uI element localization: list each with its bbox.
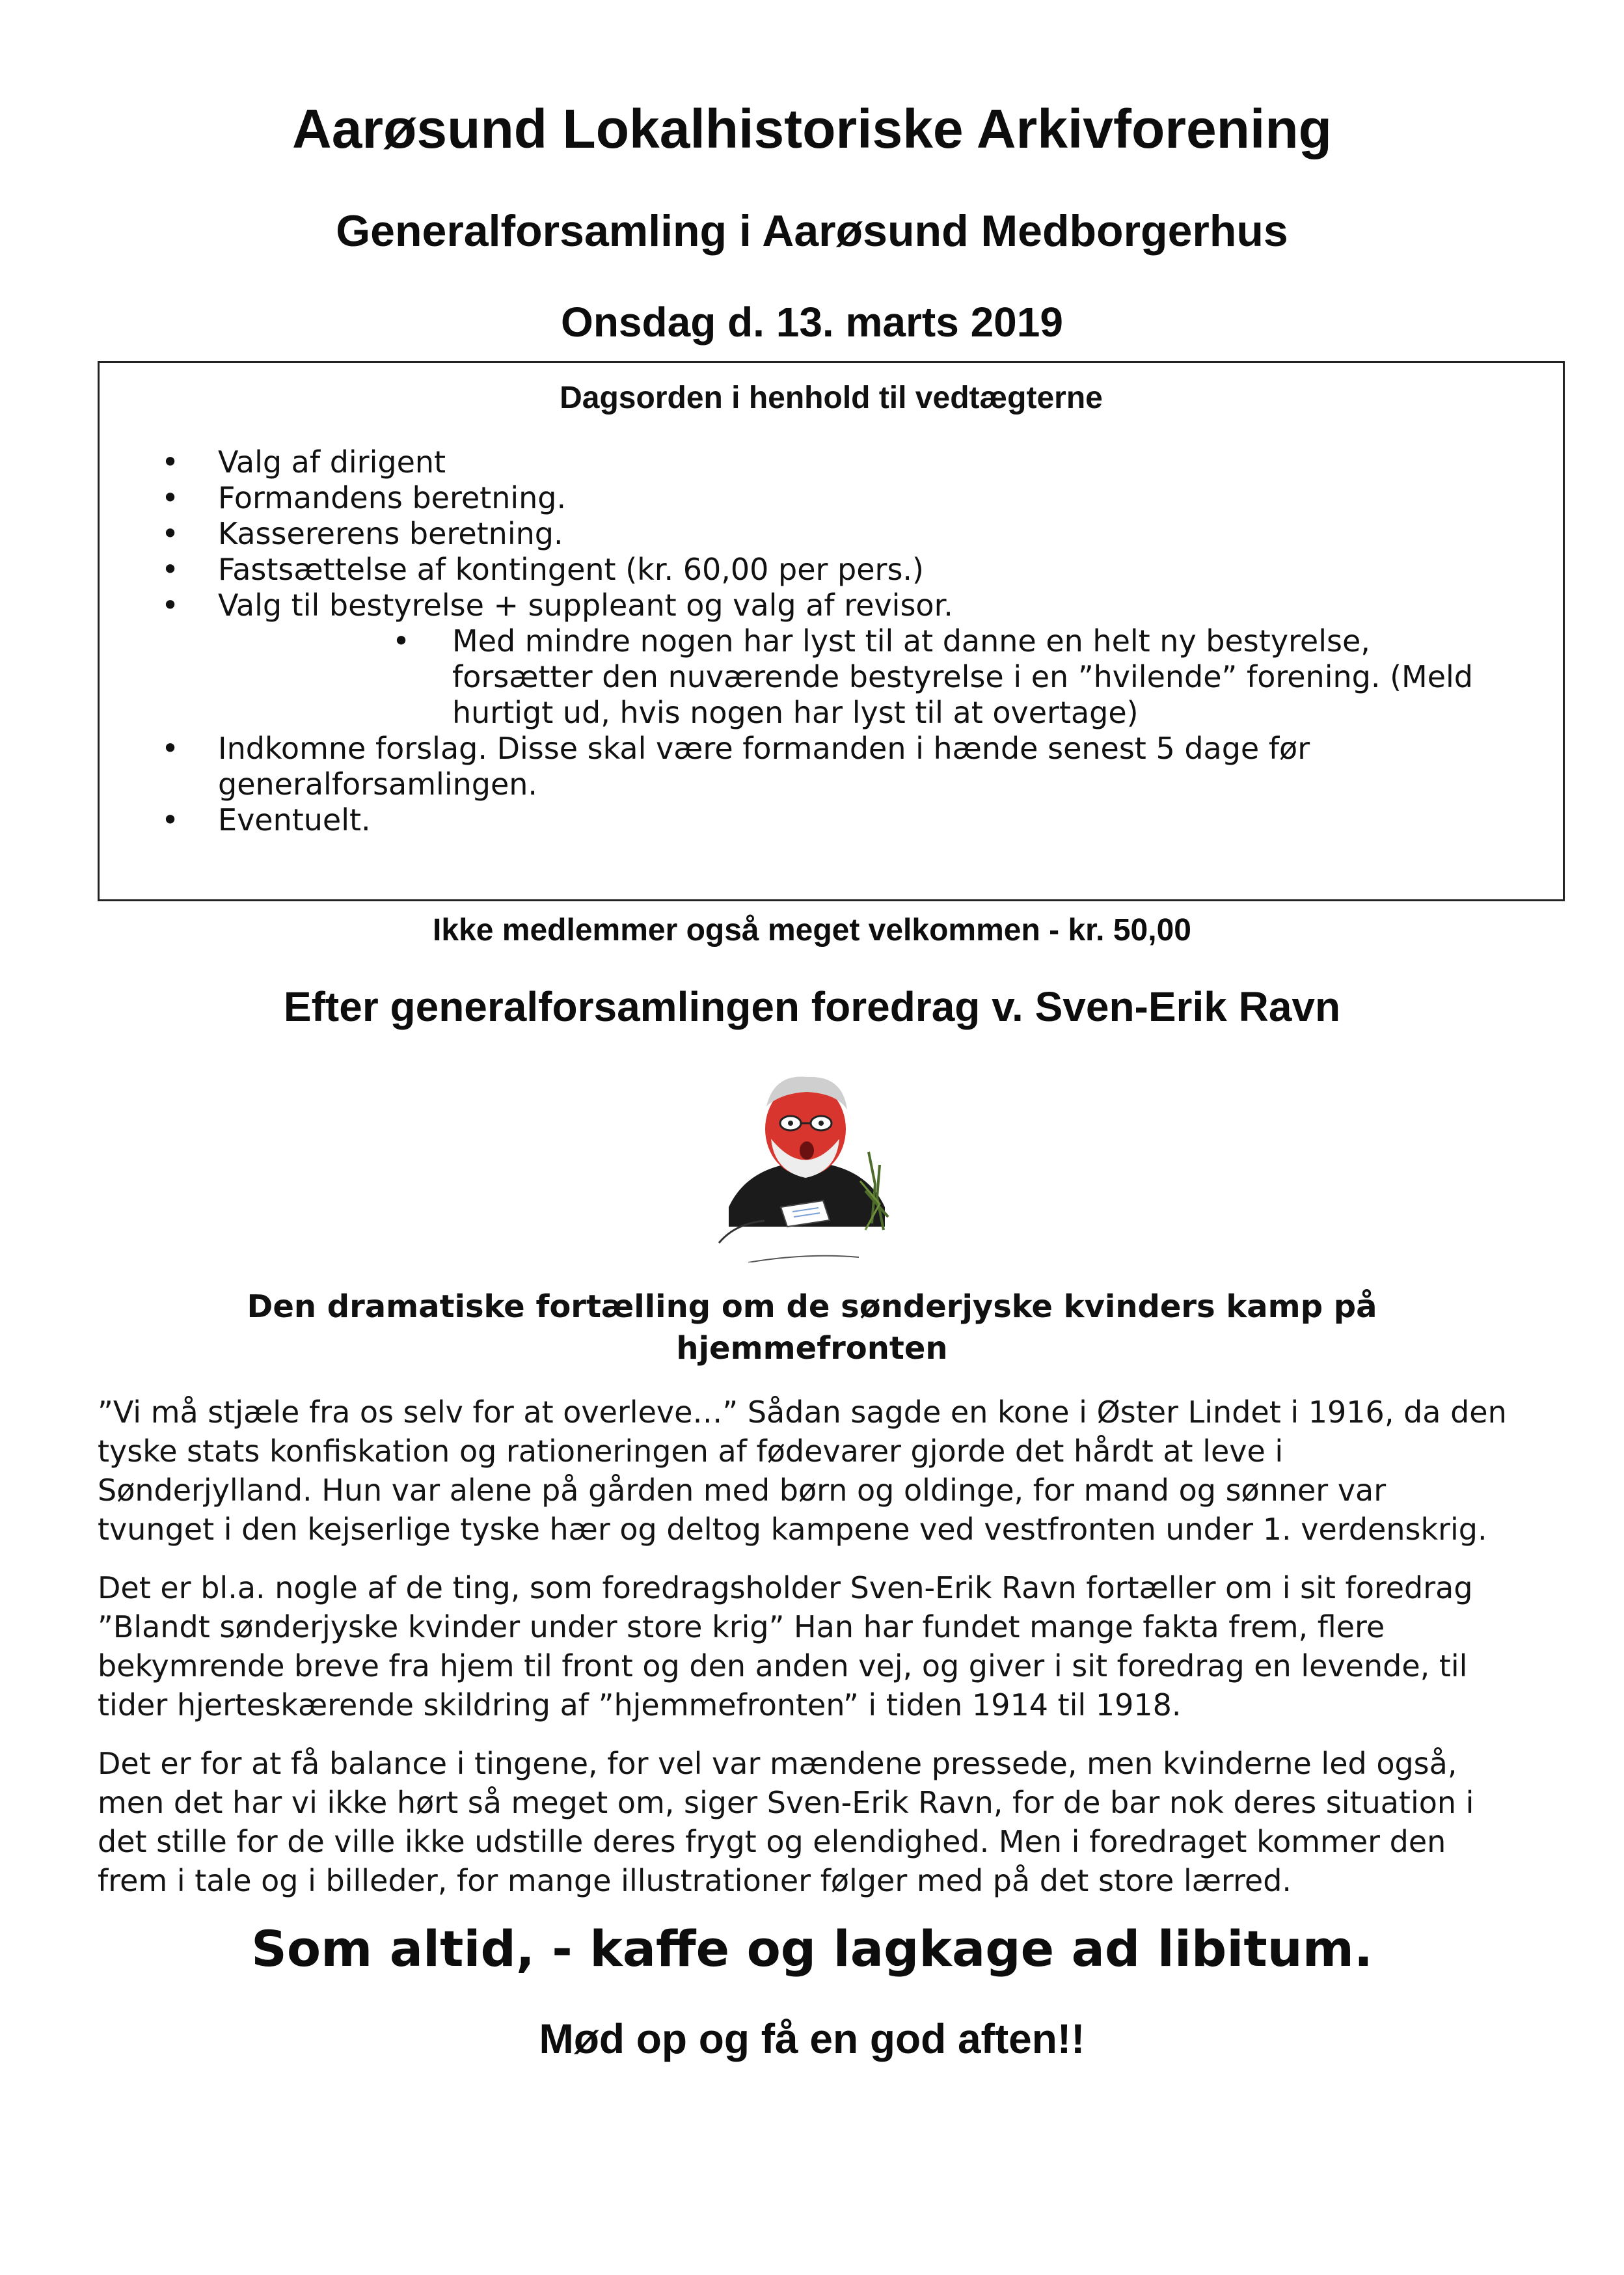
event-date: Onsdag d. 13. marts 2019 — [561, 299, 1063, 346]
lecture-paragraph: Det er bl.a. nogle af de ting, som foredragsholder Sven-Erik Ravn fortæller om i sit foredrag ”Blandt sønderjyske kvinder under store krig” Han har fundet mange fakta frem, flere bekymrende breve fra hjem til front og den anden vej, og giver i sit foredrag en levende, til tider hjerteskærende skildring af ”hjemmefronten” i tiden 1914 til 1918. — [98, 1570, 1473, 1723]
agenda-list — [100, 444, 1531, 838]
lecture-title: Den dramatiske fortælling om de sønderjyske kvinders kamp på hjemmefronten — [247, 1288, 1377, 1367]
closing-line: Som altid, - kaffe og lagkage ad libitum. — [251, 1920, 1373, 1978]
bullet-icon: • — [161, 516, 180, 551]
agenda-item: • Valg af dirigent — [161, 444, 446, 480]
guest-price-note: Ikke medlemmer også meget velkommen - kr. 50,00 — [433, 913, 1191, 947]
agenda-item: • Kassererens beretning. — [161, 516, 563, 551]
bullet-icon: • — [161, 480, 180, 515]
agenda-title: Dagsorden i henhold til vedtægterne — [560, 381, 1103, 415]
agenda-item: • Indkomne forslag. Disse skal være formanden i hænde senest 5 dage før generalforsamlingen. — [161, 731, 1310, 802]
bullet-icon: • — [161, 444, 180, 480]
agenda-box — [98, 361, 1565, 901]
agenda-item: • Valg til bestyrelse + suppleant og valg af revisor. — [161, 588, 953, 623]
speaker-caricature-image — [709, 1067, 904, 1262]
bullet-icon: • — [161, 552, 180, 587]
agenda-sub-item: • Med mindre nogen har lyst til at danne en helt ny bestyrelse, forsætter den nuværende bestyrelse i en ”hvilende” forening. (Meld hurtigt ud, hvis nogen har lyst til at overtage) — [392, 623, 1473, 730]
agenda-item: • Fastsættelse af kontingent (kr. 60,00 per pers.) — [161, 552, 924, 587]
bullet-icon: • — [161, 731, 180, 766]
event-subtitle: Generalforsamling i Aarøsund Medborgerhus — [336, 206, 1288, 256]
farewell-line: Mød op og få en god aften!! — [539, 2015, 1085, 2062]
bullet-icon: • — [161, 802, 180, 838]
agenda-item: • Eventuelt. — [161, 802, 371, 838]
lecture-paragraph: Det er for at få balance i tingene, for vel var mændene pressede, men kvinderne led også, men det har vi ikke hørt så meget om, siger Sven-Erik Ravn, for de bar nok deres situation i det stille for de ville ikke udstille deres frygt og elendighed. Men i foredraget kommer den frem i tale og i billeder, for mange illustrationer følger med på det store lærred. — [98, 1746, 1474, 1898]
lecture-paragraph: ”Vi må stjæle fra os selv for at overleve…” Sådan sagde en kone i Øster Lindet i 1916, da den tyske stats konfiskation og rationeringen af fødevarer gjorde det hårdt at leve i Sønderjylland. Hun var alene på gården med børn og oldinge, for mand og sønner var tvunget i den kejserlige tyske hær og deltog kampene ved vestfronten under 1. verdenskrig. — [98, 1395, 1507, 1547]
page-title: Aarøsund Lokalhistoriske Arkivforening — [292, 98, 1332, 159]
bullet-icon: • — [392, 623, 411, 659]
talk-heading: Efter generalforsamlingen foredrag v. Sven-Erik Ravn — [283, 983, 1341, 1030]
bullet-icon: • — [161, 588, 180, 623]
agenda-item: • Formandens beretning. — [161, 480, 567, 515]
